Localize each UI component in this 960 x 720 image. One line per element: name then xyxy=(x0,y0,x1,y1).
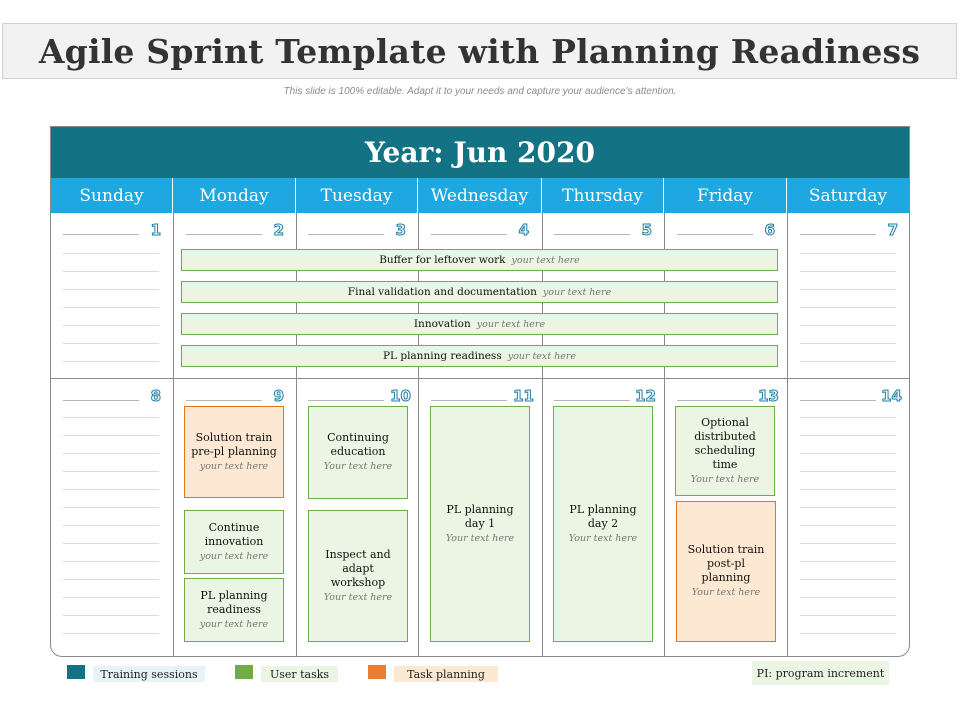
note-line xyxy=(63,633,159,634)
date-number: 7 xyxy=(887,221,898,239)
date-number: 1 xyxy=(150,221,161,239)
column-divider xyxy=(787,213,788,656)
date-underline xyxy=(431,234,507,235)
task-card-label: Inspect and adapt workshop xyxy=(325,547,391,589)
task-card xyxy=(184,578,284,642)
note-line xyxy=(800,633,896,634)
task-card-placeholder: Your text here xyxy=(445,532,515,544)
task-bar-label: PL planning readiness xyxy=(382,350,502,362)
note-line xyxy=(800,507,896,508)
subtitle: This slide is 100% editable. Adapt it to your needs and capture your audience's attention. xyxy=(283,86,677,97)
date-number: 12 xyxy=(635,387,656,405)
note-line xyxy=(800,289,896,290)
date-number: 8 xyxy=(150,387,161,405)
note-line xyxy=(800,417,896,418)
task-bar-placeholder: your text here xyxy=(511,254,580,266)
note-line xyxy=(800,525,896,526)
legend-label-training: Training sessions xyxy=(93,666,205,682)
note-line xyxy=(63,325,159,326)
title-bar xyxy=(2,23,957,79)
note-line xyxy=(63,307,159,308)
note-line xyxy=(800,361,896,362)
task-card-label: Continuing education xyxy=(327,431,389,458)
date-underline xyxy=(800,400,876,401)
note-line xyxy=(800,343,896,344)
date-number: 9 xyxy=(273,387,284,405)
year-label: Year: Jun 2020 xyxy=(365,136,595,169)
note-line xyxy=(63,561,159,562)
note-line xyxy=(63,417,159,418)
date-number: 4 xyxy=(518,221,529,239)
note-line xyxy=(63,507,159,508)
calendar xyxy=(50,126,910,657)
legend-label-user-tasks: User tasks xyxy=(261,666,338,682)
task-bar-label: Final validation and documentation xyxy=(347,286,537,298)
pi-note: PI: program increment xyxy=(752,661,889,685)
note-line xyxy=(63,343,159,344)
legend-swatch-task-planning xyxy=(368,665,386,679)
task-card-placeholder: Your text here xyxy=(690,473,760,485)
note-line xyxy=(800,579,896,580)
date-underline xyxy=(554,400,630,401)
task-card-label: Optional distributed scheduling time xyxy=(694,415,756,471)
note-line xyxy=(63,525,159,526)
task-bar-label: Innovation xyxy=(413,318,471,330)
task-card-label: Solution train pre-pl planning xyxy=(191,430,277,458)
task-bar-placeholder: your text here xyxy=(476,318,546,330)
note-line xyxy=(800,453,896,454)
day-header-friday: Friday xyxy=(664,178,787,213)
task-card-label: PL planning day 2 xyxy=(569,502,637,530)
task-bar xyxy=(181,313,778,335)
task-card-placeholder: Your text here xyxy=(323,461,393,472)
task-card xyxy=(676,501,776,642)
column-divider xyxy=(664,213,665,656)
date-underline xyxy=(308,234,384,235)
page-title: Agile Sprint Template with Planning Readiness xyxy=(38,31,921,71)
task-card xyxy=(184,406,284,498)
note-line xyxy=(800,489,896,490)
date-underline xyxy=(308,400,384,401)
note-line xyxy=(63,615,159,616)
task-bar xyxy=(181,281,778,303)
date-number: 13 xyxy=(758,387,779,405)
note-line xyxy=(63,579,159,580)
note-line xyxy=(63,361,159,362)
legend-swatch-user-tasks xyxy=(235,665,253,679)
date-underline xyxy=(677,234,753,235)
note-line xyxy=(800,597,896,598)
note-line xyxy=(63,289,159,290)
date-number: 2 xyxy=(273,221,284,239)
task-card-placeholder: Your text here xyxy=(691,587,761,598)
task-card xyxy=(308,406,408,499)
date-underline xyxy=(186,400,262,401)
date-number: 11 xyxy=(513,387,534,405)
day-header-thursday: Thursday xyxy=(542,178,664,213)
task-bar-label: Buffer for leftover work xyxy=(379,254,506,266)
note-line xyxy=(63,271,159,272)
day-header-wednesday: Wednesday xyxy=(418,178,542,213)
date-underline xyxy=(800,234,876,235)
task-card-placeholder: Your text here xyxy=(568,532,638,544)
date-number: 5 xyxy=(641,221,652,239)
task-bar-placeholder: your text here xyxy=(542,286,612,298)
note-line xyxy=(800,561,896,562)
column-divider xyxy=(542,213,543,656)
day-header-saturday: Saturday xyxy=(787,178,909,213)
day-header-monday: Monday xyxy=(173,178,296,213)
task-card-placeholder: your text here xyxy=(199,460,269,472)
note-line xyxy=(63,471,159,472)
date-number: 6 xyxy=(764,221,775,239)
task-card-label: Solution train post-pl planning xyxy=(687,543,765,584)
note-line xyxy=(800,615,896,616)
date-underline xyxy=(677,400,753,401)
task-card-label: Continue innovation xyxy=(204,520,264,548)
task-card xyxy=(308,510,408,642)
note-line xyxy=(63,489,159,490)
date-number: 14 xyxy=(881,387,902,405)
task-bar-placeholder: your text here xyxy=(507,350,577,362)
date-number: 10 xyxy=(390,387,411,405)
day-header-sunday: Sunday xyxy=(51,178,173,213)
column-divider xyxy=(173,213,174,656)
note-line xyxy=(63,453,159,454)
year-header xyxy=(51,127,909,178)
note-line xyxy=(800,307,896,308)
legend-swatch-training xyxy=(67,665,85,679)
note-line xyxy=(63,435,159,436)
legend-label-task-planning: Task planning xyxy=(394,666,498,682)
note-line xyxy=(800,325,896,326)
column-divider xyxy=(418,213,419,656)
day-header-tuesday: Tuesday xyxy=(296,178,418,213)
date-underline xyxy=(431,400,507,401)
task-card-placeholder: Your text here xyxy=(323,591,393,603)
task-card-placeholder: your text here xyxy=(199,550,269,562)
note-line xyxy=(800,435,896,436)
note-line xyxy=(800,271,896,272)
task-card-label: PL planning readiness xyxy=(200,588,268,616)
task-card-placeholder: your text here xyxy=(199,618,269,630)
date-underline xyxy=(186,234,262,235)
note-line xyxy=(800,253,896,254)
task-card xyxy=(430,406,530,642)
note-line xyxy=(63,253,159,254)
note-line xyxy=(63,543,159,544)
note-line xyxy=(800,471,896,472)
note-line xyxy=(63,597,159,598)
date-underline xyxy=(554,234,630,235)
date-underline xyxy=(63,234,139,235)
date-number: 3 xyxy=(395,221,406,239)
column-divider xyxy=(296,213,297,656)
task-card xyxy=(675,406,775,496)
week-divider xyxy=(51,378,909,379)
task-card xyxy=(553,406,653,642)
task-bar xyxy=(181,249,778,271)
task-card-label: PL planning day 1 xyxy=(446,502,514,530)
task-bar xyxy=(181,345,778,367)
note-line xyxy=(800,543,896,544)
task-card xyxy=(184,510,284,574)
date-underline xyxy=(63,400,139,401)
